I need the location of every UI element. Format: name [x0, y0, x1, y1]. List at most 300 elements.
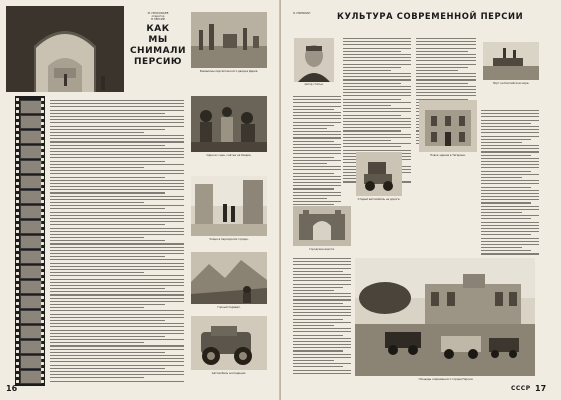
text-line	[343, 83, 401, 84]
article-headline: КУЛЬТУРА СОВРЕМЕННОЙ ПЕРСИИ	[337, 11, 524, 21]
film-frame	[20, 220, 42, 234]
text-line	[343, 60, 411, 61]
film-frame	[20, 280, 42, 294]
text-line	[50, 113, 165, 114]
text-line	[50, 148, 184, 149]
sprocket-hole	[41, 332, 44, 335]
text-line	[481, 148, 539, 149]
page-number-left: 16	[6, 384, 18, 393]
text-line	[50, 196, 184, 197]
text-line	[50, 202, 144, 203]
sprocket-hole	[41, 110, 44, 113]
text-line	[343, 54, 411, 55]
text-line	[293, 290, 334, 291]
text-line	[50, 355, 184, 356]
text-line	[50, 291, 184, 292]
text-line	[293, 306, 351, 307]
text-line	[50, 323, 184, 324]
text-line	[343, 76, 411, 77]
text-line	[50, 177, 165, 178]
text-line	[293, 96, 341, 97]
caption-r4: Порт на Каспийском море.	[492, 82, 530, 85]
text-line	[50, 180, 184, 181]
sprocket-hole	[41, 314, 44, 317]
text-line	[481, 136, 539, 137]
text-line	[293, 309, 351, 310]
caption-r6: Площадь современного города Персии.	[418, 378, 474, 381]
text-line	[416, 70, 458, 71]
text-line	[293, 322, 351, 323]
text-line	[416, 83, 468, 84]
text-line	[293, 106, 341, 107]
text-line	[293, 160, 341, 161]
text-line	[481, 244, 539, 245]
text-line	[50, 288, 165, 289]
text-line	[343, 86, 411, 87]
sprocket-hole	[16, 236, 19, 239]
text-line	[50, 122, 184, 123]
text-line	[50, 339, 184, 340]
text-line	[293, 303, 343, 304]
text-line	[343, 111, 411, 112]
sprocket-hole	[16, 128, 19, 131]
text-line	[293, 274, 351, 275]
text-line	[293, 144, 341, 145]
text-line	[481, 231, 539, 232]
text-line	[293, 122, 341, 123]
text-line	[481, 250, 531, 251]
caption-3: Улица в персидском городе.	[209, 238, 249, 241]
text-line	[50, 237, 144, 238]
sprocket-hole	[41, 116, 44, 119]
text-line	[293, 366, 343, 367]
text-line	[343, 64, 411, 65]
sprocket-hole	[41, 146, 44, 149]
text-line	[416, 60, 476, 61]
text-line	[293, 312, 351, 313]
text-line	[50, 275, 184, 276]
sprocket-hole	[41, 164, 44, 167]
text-line	[293, 299, 351, 300]
sprocket-hole	[16, 368, 19, 371]
text-line	[293, 268, 351, 269]
text-line	[481, 209, 539, 210]
article-title	[128, 24, 188, 68]
sprocket-hole	[41, 248, 44, 251]
sprocket-hole	[41, 266, 44, 269]
text-line	[50, 263, 184, 264]
text-line	[50, 126, 184, 127]
text-line	[293, 335, 343, 336]
text-line	[343, 89, 411, 90]
text-line	[481, 139, 531, 140]
text-line	[481, 145, 539, 146]
film-frame	[20, 370, 42, 384]
text-line	[50, 183, 184, 184]
text-line	[50, 368, 165, 369]
photo-port	[483, 42, 539, 80]
text-line	[481, 161, 539, 162]
text-line	[343, 44, 411, 45]
sprocket-hole	[16, 278, 19, 281]
text-line	[481, 177, 522, 178]
text-line	[293, 296, 351, 297]
text-line	[50, 381, 184, 382]
sprocket-hole	[16, 134, 19, 137]
sprocket-hole	[41, 158, 44, 161]
sprocket-hole	[16, 224, 19, 227]
text-line	[481, 199, 539, 200]
text-line	[293, 147, 341, 148]
text-line	[293, 363, 351, 364]
title-line-4: ПЕРСИЮ	[134, 57, 182, 67]
text-line	[343, 134, 411, 135]
text-line	[481, 183, 539, 184]
running-head: Я. МИЛЬМАН	[293, 12, 311, 15]
text-line	[481, 193, 539, 194]
caption-r3: Городские ворота.	[309, 248, 335, 251]
text-line	[481, 116, 539, 117]
text-line	[50, 247, 184, 248]
caption-r1: Автор статьи.	[304, 83, 324, 86]
text-line	[481, 171, 531, 172]
text-line	[293, 112, 341, 113]
text-line	[50, 192, 165, 193]
text-line	[50, 304, 165, 305]
text-line	[416, 86, 476, 87]
text-line	[50, 269, 184, 270]
text-line	[50, 361, 184, 362]
text-line	[293, 201, 341, 202]
text-line	[343, 124, 411, 125]
text-line	[293, 182, 341, 183]
text-line	[293, 163, 327, 164]
sprocket-hole	[41, 374, 44, 377]
magazine-logo: СССР	[511, 385, 531, 392]
film-frame	[20, 145, 42, 159]
text-line	[50, 314, 184, 315]
text-line	[343, 137, 411, 138]
text-line	[481, 110, 539, 111]
sprocket-hole	[41, 344, 44, 347]
text-line	[50, 301, 184, 302]
film-frame	[20, 355, 42, 369]
film-frame	[20, 115, 42, 129]
sprocket-hole	[16, 200, 19, 203]
text-line	[343, 127, 411, 128]
sprocket-hole	[16, 356, 19, 359]
sprocket-hole	[16, 176, 19, 179]
text-line	[293, 115, 341, 116]
text-line	[293, 258, 351, 259]
text-line	[50, 256, 165, 257]
text-line	[293, 293, 351, 294]
text-line	[343, 99, 401, 100]
text-line	[50, 157, 184, 158]
film-frame	[20, 205, 42, 219]
text-line	[416, 73, 476, 74]
text-line	[50, 333, 184, 334]
text-line	[50, 374, 184, 375]
text-line	[343, 48, 411, 49]
text-line	[50, 205, 184, 206]
sprocket-hole	[41, 122, 44, 125]
film-frame	[20, 160, 42, 174]
text-line	[50, 259, 184, 260]
text-line	[293, 354, 351, 355]
text-line	[293, 150, 341, 151]
text-line	[416, 79, 476, 80]
text-line	[50, 100, 184, 101]
sprocket-hole	[16, 98, 19, 101]
sprocket-hole	[16, 332, 19, 335]
film-strip	[15, 96, 45, 386]
sprocket-hole	[16, 104, 19, 107]
text-line	[481, 190, 539, 191]
text-line	[50, 119, 184, 120]
sprocket-hole	[41, 308, 44, 311]
film-frame	[20, 175, 42, 189]
sprocket-hole	[16, 314, 19, 317]
right-page	[281, 0, 561, 400]
text-line	[50, 208, 165, 209]
text-line	[416, 44, 476, 45]
text-line	[293, 287, 343, 288]
text-line	[293, 169, 341, 170]
text-line	[293, 188, 334, 189]
text-line	[293, 344, 351, 345]
text-line	[293, 125, 334, 126]
text-line	[293, 166, 341, 167]
text-line	[481, 129, 539, 130]
text-line	[293, 338, 351, 339]
film-frame	[20, 340, 42, 354]
sprocket-hole	[16, 230, 19, 233]
text-line	[50, 371, 184, 372]
text-line	[50, 240, 165, 241]
sprocket-hole	[16, 254, 19, 257]
text-line	[293, 373, 351, 374]
photo-mountain	[191, 252, 267, 304]
text-line	[293, 176, 341, 177]
film-frame	[20, 310, 42, 324]
text-line	[50, 106, 184, 107]
text-line	[50, 161, 165, 162]
photo-old-car	[356, 152, 402, 196]
text-line	[293, 331, 351, 332]
caption-5: Автомобиль экспедиции.	[211, 372, 247, 375]
text-line	[50, 224, 165, 225]
text-line	[343, 92, 411, 93]
text-line	[343, 41, 411, 42]
text-line	[416, 67, 468, 68]
sprocket-hole	[16, 116, 19, 119]
sprocket-hole	[16, 374, 19, 377]
text-line	[343, 121, 411, 122]
text-line	[50, 320, 165, 321]
text-line	[416, 38, 476, 39]
text-line	[481, 218, 531, 219]
text-line	[293, 141, 334, 142]
sprocket-hole	[41, 296, 44, 299]
text-line	[343, 118, 411, 119]
text-line	[50, 294, 184, 295]
film-frame	[20, 265, 42, 279]
text-line	[481, 228, 539, 229]
text-line	[293, 109, 334, 110]
text-line	[50, 228, 184, 229]
sprocket-hole	[16, 350, 19, 353]
film-frame	[20, 130, 42, 144]
text-line	[50, 141, 184, 142]
title-line-1: КАК	[146, 24, 170, 34]
sprocket-hole	[16, 260, 19, 263]
text-line	[50, 330, 184, 331]
sprocket-hole	[41, 176, 44, 179]
photo-ruins	[191, 12, 267, 68]
text-line	[293, 198, 327, 199]
photo-city-gates-2	[293, 206, 351, 246]
text-line	[481, 241, 539, 242]
text-line	[343, 57, 411, 58]
text-line	[293, 192, 341, 193]
text-line	[50, 243, 184, 244]
text-line	[481, 174, 539, 175]
sprocket-hole	[16, 182, 19, 185]
sprocket-hole	[41, 200, 44, 203]
text-line	[50, 285, 184, 286]
sprocket-hole	[16, 248, 19, 251]
text-line	[293, 134, 341, 135]
text-line	[343, 70, 391, 71]
text-line	[50, 167, 144, 168]
sprocket-hole	[16, 218, 19, 221]
text-line	[416, 54, 476, 55]
text-line	[50, 234, 184, 235]
text-line	[50, 173, 184, 174]
text-line	[293, 357, 351, 358]
text-line	[343, 115, 401, 116]
sprocket-hole	[41, 380, 44, 383]
byline: М. ПРОКОФЬЕВ оператор В ПЕРСИИ	[147, 12, 169, 21]
text-line	[50, 138, 184, 139]
text-line	[343, 95, 411, 96]
caption-r2: Старый автомобиль на дороге.	[357, 198, 401, 201]
text-line	[50, 250, 184, 251]
text-line	[293, 347, 351, 348]
sprocket-hole	[41, 278, 44, 281]
text-line	[481, 132, 539, 133]
text-line	[293, 370, 351, 371]
sprocket-hole	[41, 356, 44, 359]
text-line	[50, 154, 184, 155]
text-line	[293, 157, 334, 158]
text-line	[293, 350, 343, 351]
sprocket-hole	[16, 170, 19, 173]
text-line	[50, 307, 144, 308]
sprocket-hole	[41, 254, 44, 257]
text-line	[50, 336, 165, 337]
sprocket-hole	[41, 104, 44, 107]
sprocket-hole	[16, 320, 19, 323]
sprocket-hole	[41, 218, 44, 221]
text-line	[293, 341, 351, 342]
text-line	[481, 196, 539, 197]
sprocket-hole	[16, 266, 19, 269]
photo-city-square	[355, 258, 535, 376]
sprocket-hole	[41, 230, 44, 233]
caption-4: Горный перевал.	[217, 306, 241, 309]
title-line-2: МЫ	[148, 35, 168, 45]
text-line	[343, 140, 391, 141]
caption-r5: Новое здание в Тегеране.	[430, 154, 466, 157]
sprocket-hole	[16, 308, 19, 311]
text-line	[343, 67, 401, 68]
sprocket-hole	[16, 362, 19, 365]
text-line	[481, 155, 531, 156]
text-line	[50, 151, 184, 152]
sprocket-hole	[41, 326, 44, 329]
sprocket-hole	[41, 362, 44, 365]
sprocket-hole	[41, 134, 44, 137]
sprocket-hole	[41, 188, 44, 191]
photo-author-portrait	[294, 38, 334, 82]
text-line	[343, 143, 411, 144]
text-line	[416, 89, 476, 90]
text-line	[293, 264, 351, 265]
text-line	[293, 284, 351, 285]
text-line	[481, 206, 539, 207]
text-line	[481, 142, 522, 143]
text-line	[50, 282, 184, 283]
text-line	[481, 164, 539, 165]
text-line	[481, 151, 539, 152]
film-frame	[20, 250, 42, 264]
sprocket-hole	[16, 188, 19, 191]
text-line	[50, 186, 184, 187]
sprocket-hole	[16, 296, 19, 299]
text-line	[50, 129, 165, 130]
text-line	[481, 158, 539, 159]
sprocket-hole	[16, 152, 19, 155]
text-line	[50, 358, 184, 359]
text-line	[50, 212, 184, 213]
text-line	[293, 118, 341, 119]
text-line	[50, 326, 184, 327]
text-line	[481, 113, 539, 114]
text-line	[50, 189, 184, 190]
text-line	[293, 99, 341, 100]
text-line	[293, 261, 351, 262]
sprocket-hole	[16, 122, 19, 125]
text-line	[50, 342, 144, 343]
text-line	[481, 247, 522, 248]
text-line	[293, 319, 343, 320]
text-line	[343, 51, 401, 52]
text-line	[481, 202, 531, 203]
sprocket-hole	[16, 290, 19, 293]
text-line	[416, 76, 476, 77]
text-line	[50, 116, 184, 117]
sprocket-hole	[41, 98, 44, 101]
sprocket-hole	[16, 212, 19, 215]
film-frame	[20, 100, 42, 114]
sprocket-hole	[41, 170, 44, 173]
film-frame	[20, 235, 42, 249]
sprocket-hole	[41, 302, 44, 305]
sprocket-hole	[41, 206, 44, 209]
text-line	[50, 317, 184, 318]
